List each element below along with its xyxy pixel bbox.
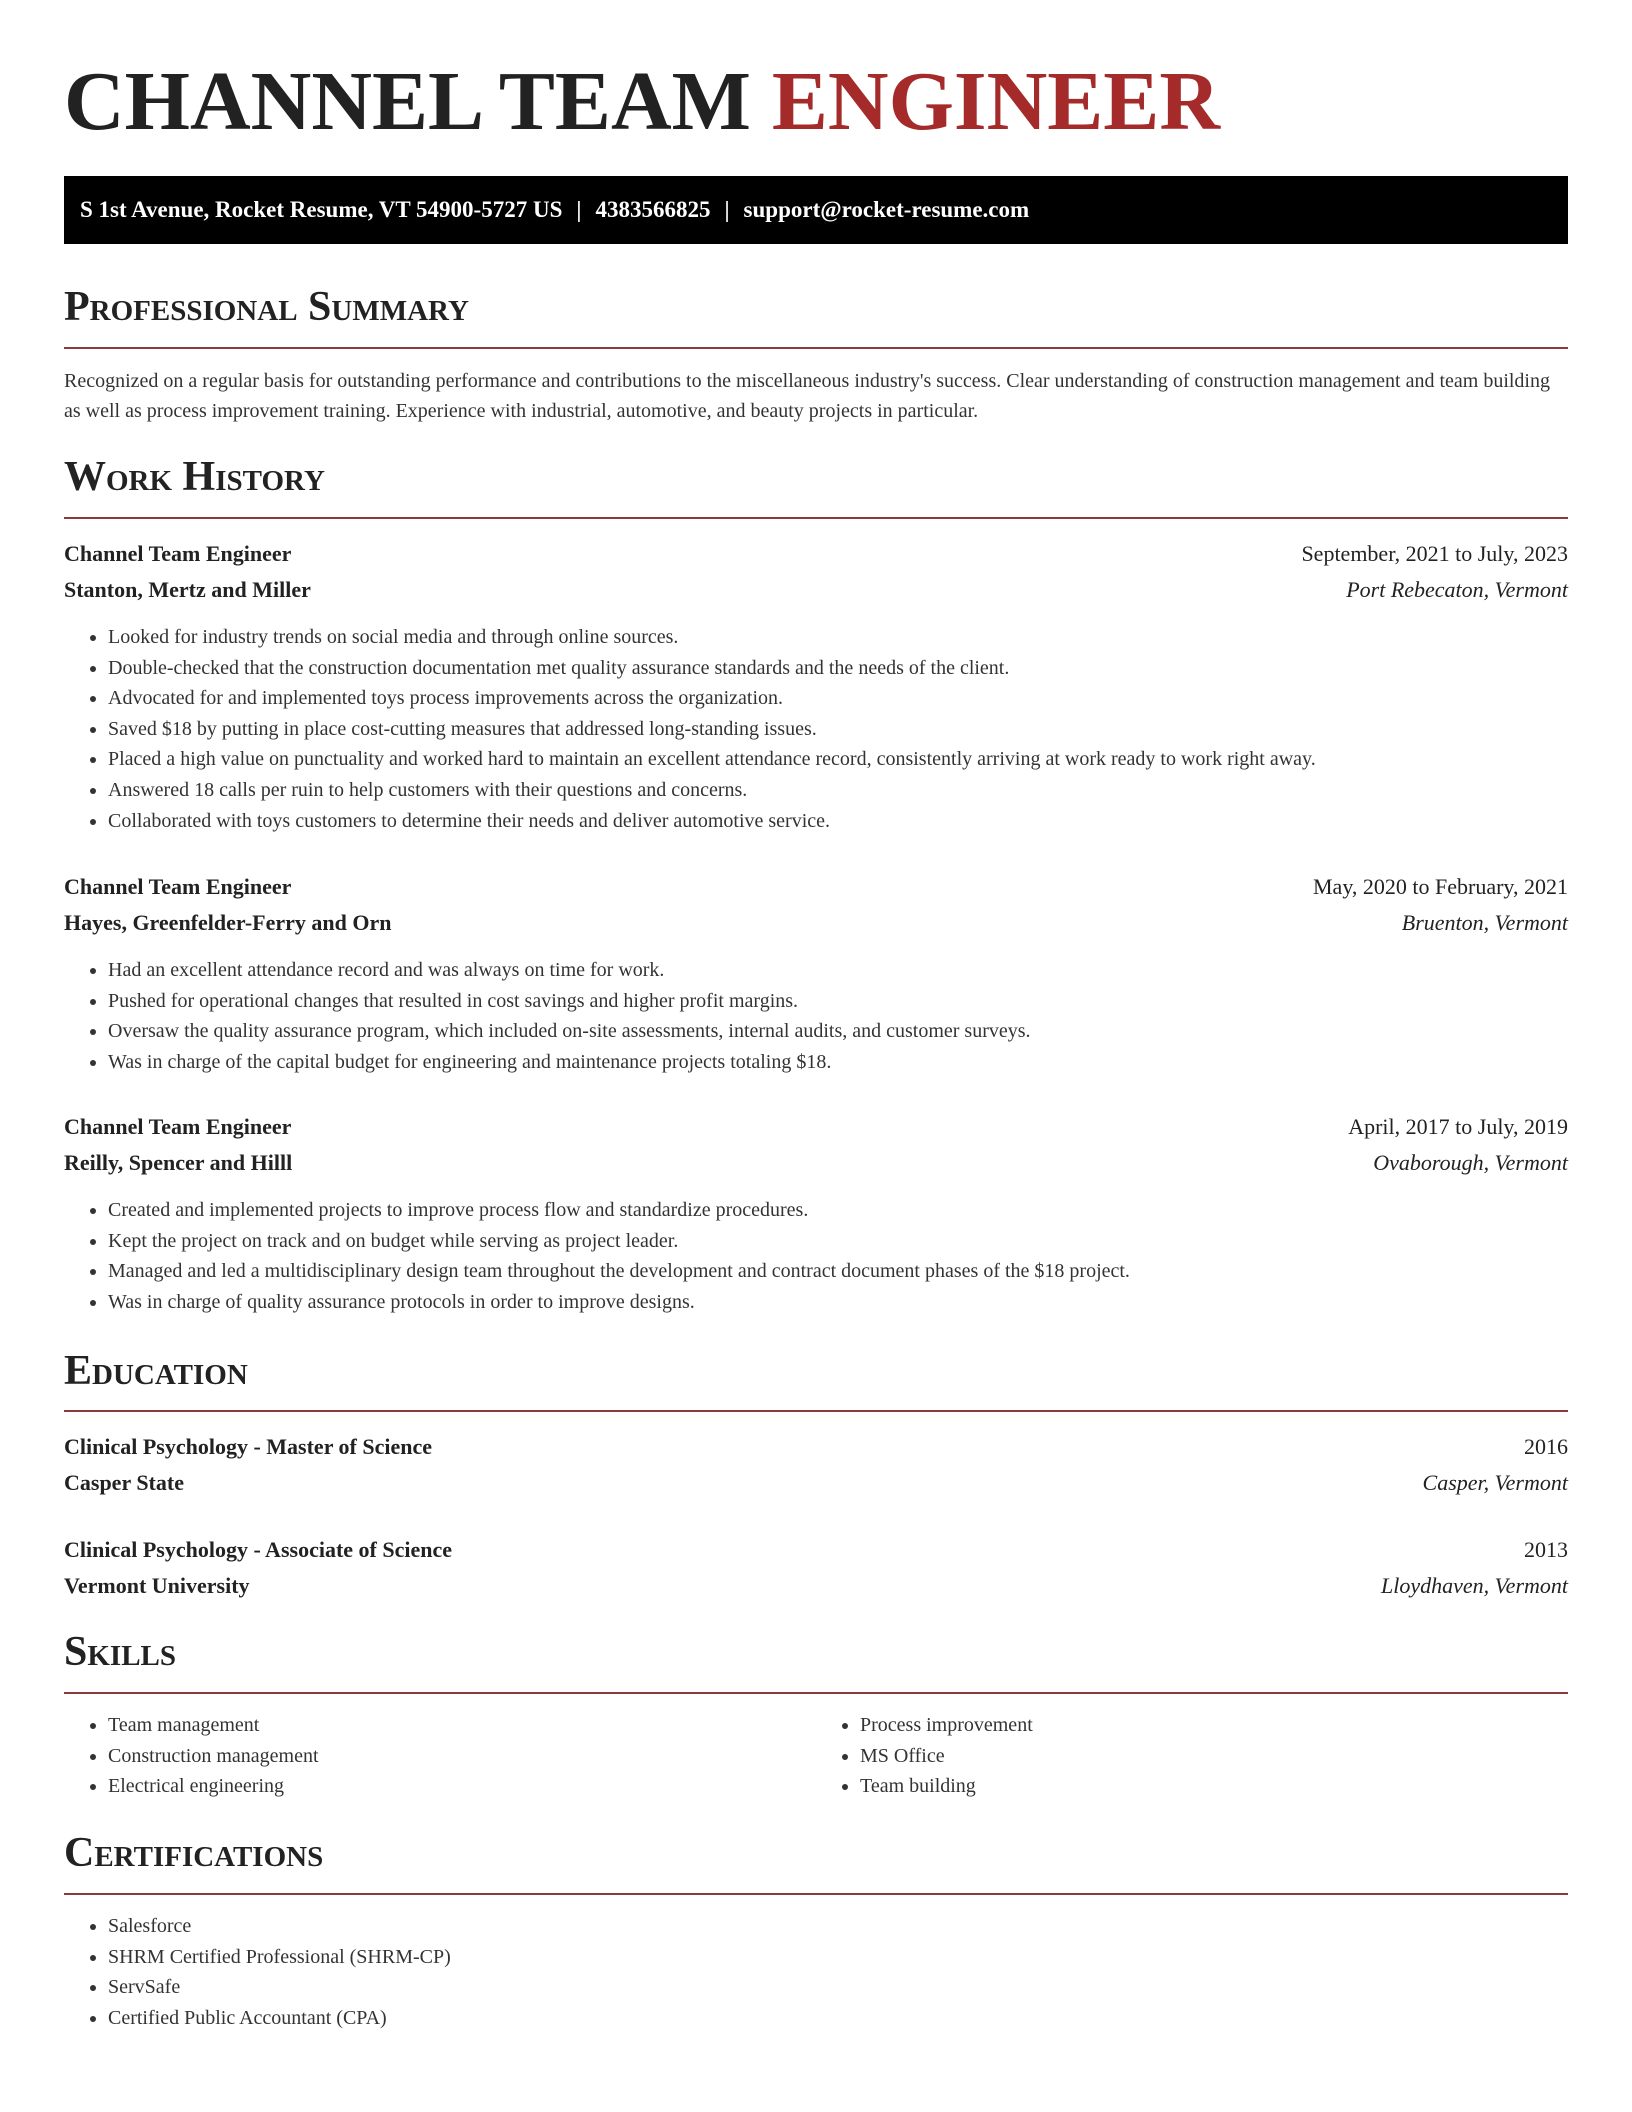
job-location: Bruenton, Vermont	[1401, 910, 1568, 935]
contact-address: S 1st Avenue, Rocket Resume, VT 54900-5727 US	[80, 197, 563, 222]
education-year: 2016	[1524, 1434, 1568, 1459]
list-item: • Saved $18 by putting in place cost-cutting measures that addressed long-standing issues.	[108, 714, 1568, 745]
skills-column-left	[64, 1710, 816, 1802]
education-school: Casper State	[64, 1470, 184, 1495]
job-dates: May, 2020 to February, 2021	[1313, 874, 1568, 899]
work-section	[64, 452, 1568, 502]
resume-page	[64, 0, 1568, 2029]
job-title: Channel Team Engineer	[64, 874, 292, 899]
list-item: • Answered 18 calls per ruin to help customers with their questions and concerns.	[108, 775, 1568, 806]
skill-item: • Construction management	[108, 1741, 816, 1772]
job-entry	[64, 1109, 1568, 1181]
list-item: • Was in charge of quality assurance protocols in order to improve designs.	[108, 1287, 1568, 1318]
education-location: Lloydhaven, Vermont	[1381, 1573, 1568, 1598]
section-title-work: Work History	[64, 454, 325, 500]
skills-section	[64, 1627, 1568, 1677]
education-section	[64, 1346, 1568, 1396]
list-item: • Oversaw the quality assurance program, which included on-site assessments, internal audits, and customer surveys.	[108, 1016, 1568, 1047]
list-item: • Kept the project on track and on budget while serving as project leader.	[108, 1226, 1568, 1257]
job-entry	[64, 869, 1568, 941]
list-item: • Placed a high value on punctuality and worked hard to maintain an excellent attendance record, consistently arriving at work ready to work right away.	[108, 744, 1568, 775]
summary-text: Recognized on a regular basis for outstanding performance and contributions to the miscellaneous industry's success. Clear understanding of construction management and team building as well as process improvement training. Experience with industrial, automotive, and beauty projects in particular.	[64, 370, 1550, 422]
job-location: Ovaborough, Vermont	[1373, 1150, 1568, 1175]
education-school: Vermont University	[64, 1573, 250, 1598]
list-item: • Collaborated with toys customers to determine their needs and deliver automotive service.	[108, 806, 1568, 837]
education-entry	[64, 1532, 1568, 1604]
contact-email[interactable]: support@rocket-resume.com	[743, 197, 1030, 222]
education-degree: Clinical Psychology - Master of Science	[64, 1434, 433, 1459]
contact-separator: |	[576, 197, 582, 222]
skills-column-right	[816, 1710, 1568, 1802]
list-item: • Created and implemented projects to improve process flow and standardize procedures.	[108, 1195, 1568, 1226]
job-title: Channel Team Engineer	[64, 541, 292, 566]
list-item: • Pushed for operational changes that resulted in cost savings and higher profit margins.	[108, 986, 1568, 1017]
section-divider	[64, 347, 1568, 349]
job-title: Channel Team Engineer	[64, 1114, 292, 1139]
job-dates: April, 2017 to July, 2019	[1348, 1114, 1568, 1139]
contact-separator: |	[724, 197, 730, 222]
certification-item: • SHRM Certified Professional (SHRM-CP)	[108, 1942, 1568, 1973]
job-bullets	[64, 1195, 1568, 1317]
skill-item: • Process improvement	[860, 1710, 1568, 1741]
section-divider	[64, 1893, 1568, 1895]
skill-item: • Team building	[860, 1771, 1568, 1802]
certification-item: • Certified Public Accountant (CPA)	[108, 2003, 1568, 2034]
section-title-certifications: Certifications	[64, 1830, 324, 1876]
certification-item: • ServSafe	[108, 1972, 1568, 2003]
job-entry	[64, 536, 1568, 608]
section-divider	[64, 1410, 1568, 1412]
job-bullets	[64, 622, 1568, 836]
education-location: Casper, Vermont	[1422, 1470, 1568, 1495]
skill-item: • Team management	[108, 1710, 816, 1741]
education-degree: Clinical Psychology - Associate of Science	[64, 1537, 453, 1562]
job-company: Hayes, Greenfelder-Ferry and Orn	[64, 910, 392, 935]
section-divider	[64, 1692, 1568, 1694]
section-title-education: Education	[64, 1348, 248, 1394]
name-last: ENGINEER	[771, 55, 1220, 148]
job-bullets	[64, 955, 1568, 1077]
section-divider	[64, 517, 1568, 519]
summary-section	[64, 282, 1568, 332]
list-item: • Looked for industry trends on social media and through online sources.	[108, 622, 1568, 653]
certifications-list	[64, 1911, 1568, 2033]
list-item: • Was in charge of the capital budget for engineering and maintenance projects totaling $18.	[108, 1047, 1568, 1078]
certifications-section	[64, 1828, 1568, 1878]
skill-item: • Electrical engineering	[108, 1771, 816, 1802]
skills-list	[64, 1710, 1568, 1802]
job-dates: September, 2021 to July, 2023	[1301, 541, 1568, 566]
resume-name	[64, 0, 1568, 152]
contact-phone[interactable]: 4383566825	[595, 197, 711, 222]
skill-item: • MS Office	[860, 1741, 1568, 1772]
list-item: • Double-checked that the construction documentation met quality assurance standards and the needs of the client.	[108, 653, 1568, 684]
list-item: • Advocated for and implemented toys process improvements across the organization.	[108, 683, 1568, 714]
education-year: 2013	[1524, 1537, 1568, 1562]
certification-item: • Salesforce	[108, 1911, 1568, 1942]
contact-bar	[64, 176, 1568, 244]
section-title-summary: Professional Summary	[64, 284, 469, 330]
education-entry	[64, 1429, 1568, 1501]
job-location: Port Rebecaton, Vermont	[1346, 577, 1568, 602]
list-item: • Had an excellent attendance record and was always on time for work.	[108, 955, 1568, 986]
name-first: CHANNEL TEAM	[64, 55, 751, 148]
job-company: Reilly, Spencer and Hilll	[64, 1150, 293, 1175]
list-item: • Managed and led a multidisciplinary design team throughout the development and contract document phases of the $18 project.	[108, 1256, 1568, 1287]
section-title-skills: Skills	[64, 1629, 177, 1675]
job-company: Stanton, Mertz and Miller	[64, 577, 311, 602]
